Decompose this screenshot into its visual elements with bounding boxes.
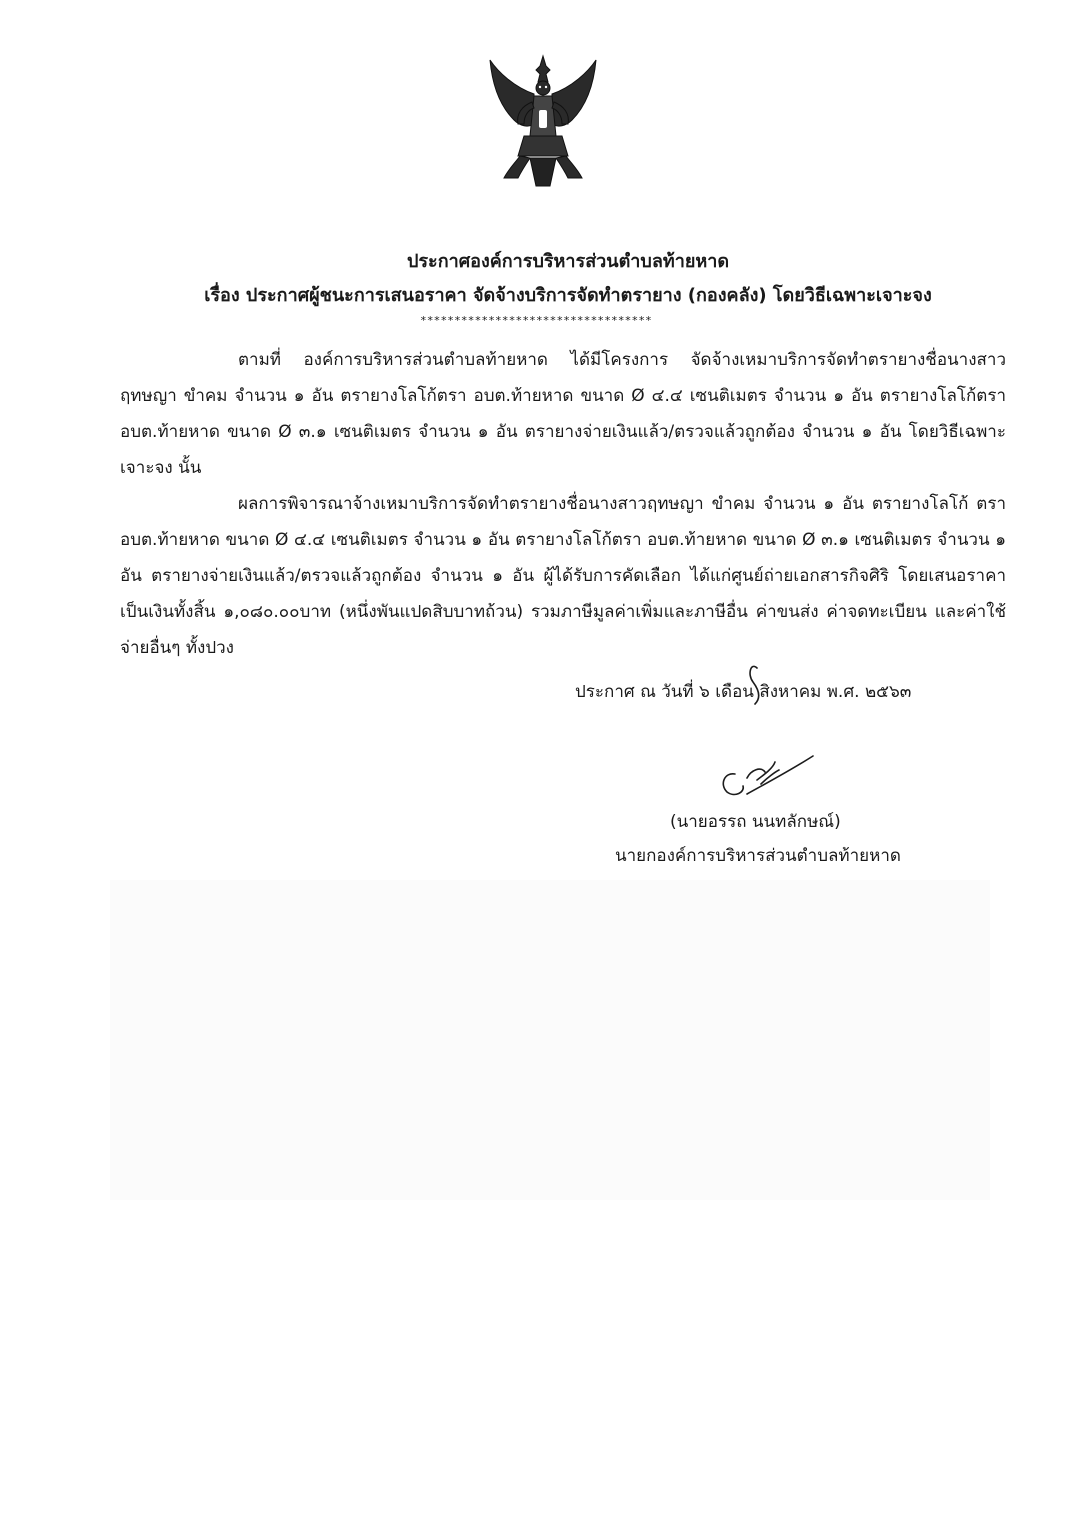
garuda-emblem-icon	[484, 52, 602, 192]
document-subject: เรื่อง ประกาศผู้ชนะการเสนอราคา จัดจ้างบริการจัดทำตรายาง (กองคลัง) โดยวิธีเฉพาะเจาะจง	[204, 285, 932, 306]
document-title: ประกาศองค์การบริหารส่วนตำบลท้ายหาด	[406, 251, 730, 272]
signer-name: (นายอรรถ นนทลักษณ์)	[670, 812, 841, 832]
paragraph-project-rest: ฤทษญา ขำคม จำนวน ๑ อัน ตรายางโลโก้ตรา อบต.ท้ายหาด ขนาด Ø ๔.๔ เซนติเมตร จำนวน ๑ อัน ตรายางโลโก้ตรา อบต.ท้ายหาด ขนาด Ø ๓.๑ เซนติเมตร จำนวน ๑ อัน ตรายางจ่ายเงินแล้ว/ตรวจแล้วถูกต้อง จำนวน ๑ อัน โดยวิธีเฉพาะเจาะจง นั้น	[120, 386, 1006, 478]
paragraph-result-first-line: ผลการพิจารณาจ้างเหมาบริการจัดทำตรายางชื่อนางสาวฤทษญา ขำคม จำนวน ๑ อัน ตรายางโลโก้	[238, 494, 969, 514]
paragraph-result	[120, 486, 1006, 666]
signer-position: นายกองค์การบริหารส่วนตำบลท้ายหาด	[615, 846, 901, 866]
title-separator: **********************************	[420, 314, 652, 327]
paragraph-project	[120, 342, 1006, 486]
paragraph-project-first-line: ตามที่ องค์การบริหารส่วนตำบลท้ายหาด ได้มีโครงการ จัดจ้างเหมาบริการจัดทำตรายางชื่อนางสาว	[238, 350, 1006, 370]
announcement-date: ประกาศ ณ วันที่ ๖ เดือน สิงหาคม พ.ศ. ๒๕๖๓	[575, 682, 912, 702]
bleed-through-area	[110, 880, 990, 1200]
paragraph-result-rest: ตรา อบต.ท้ายหาด ขนาด Ø ๔.๔ เซนติเมตร จำนวน ๑ อัน ตรายางโลโก้ตรา อบต.ท้ายหาด ขนาด Ø ๓.๑ เซนติเมตร จำนวน ๑ อัน ตรายางจ่ายเงินแล้ว/ตรวจแล้วถูกต้อง จำนวน ๑ อัน ผู้ได้รับการคัดเลือก ได้แก่ศูนย์ถ่ายเอกสารกิจศิริ โดยเสนอราคา เป็นเงินทั้งสิ้น ๑,๐๘๐.๐๐บาท (หนึ่งพันแปดสิบบาทถ้วน) รวมภาษีมูลค่าเพิ่มและภาษีอื่น ค่าขนส่ง ค่าจดทะเบียน และค่าใช้จ่ายอื่นๆ ทั้งปวง	[120, 494, 1007, 658]
handwritten-signature-icon	[695, 660, 825, 800]
